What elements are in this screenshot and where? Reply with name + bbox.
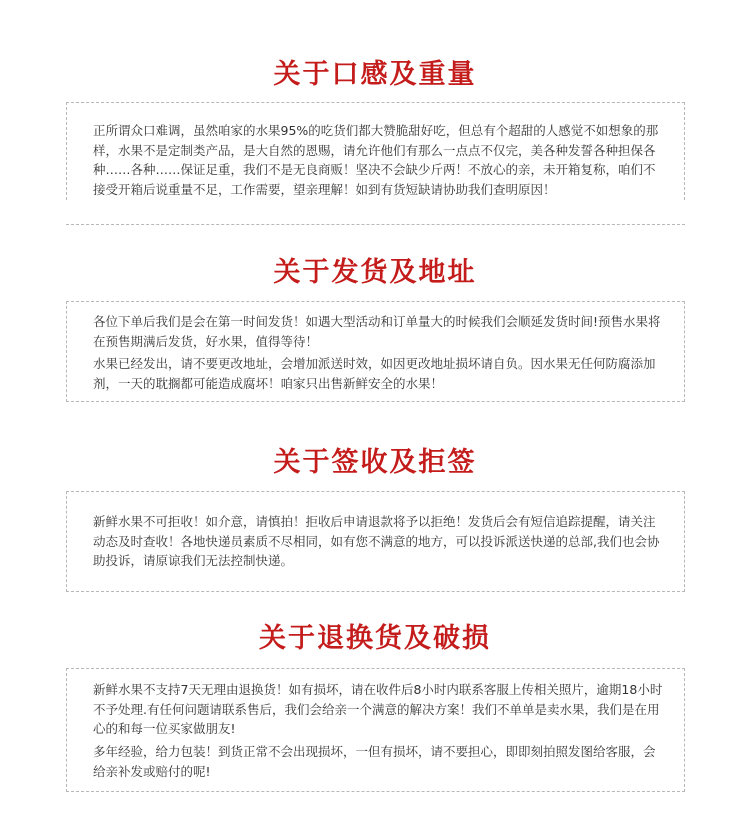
section-paragraph: 水果已经发出，请不要更改地址，会增加派送时效，如因更改地址损坏请自负。因水果无任何防腐添加剂，一天的耽搁都可能造成腐坏！咱家只出售新鲜安全的水果！ xyxy=(93,356,656,391)
section-paragraph: 多年经验，给力包装！到货正常不会出现损坏，一但有损坏，请不要担心，即即刻拍照发图给客服，会给亲补发或赔付的呢! xyxy=(93,744,656,779)
section-box-taste-weight xyxy=(66,102,685,200)
section-divider xyxy=(66,224,685,225)
section-title-signing-refusal: 关于签收及拒签 xyxy=(273,447,477,478)
section-paragraph: 各位下单后我们是会在第一时间发货！如遇大型活动和订单量大的时候我们会顺延发货时间!预售水果将在预售期满后发货，好水果，值得等待！ xyxy=(93,314,661,349)
section-paragraph: 新鲜水果不可拒收！如介意，请慎拍！拒收后申请退款将予以拒绝！发货后会有短信追踪提醒，请关注动态及时查收！各地快递员素质不尽相同，如有您不满意的地方，可以投诉派送快递的总部,我们也会协助投诉，请原谅我们无法控制快递。 xyxy=(93,514,660,568)
section-title-taste-weight: 关于口感及重量 xyxy=(273,59,477,90)
section-paragraph: 新鲜水果不支持7天无理由退换货！如有损坏，请在收件后8小时内联系客服上传相关照片，逾期18小时不予处理.有任何问题请联系售后，我们会给亲一个满意的解决方案！我们不单单是卖水果，我们是在用心的和每一位买家做朋友! xyxy=(93,682,663,736)
section-paragraph: 正所谓众口难调，虽然咱家的水果95%的吃货们都大赞脆甜好吃，但总有个超甜的人感觉不如想象的那样，水果不是定制类产品，是大自然的恩赐，请允许他们有那么一点点不仅完，美各种发誓各种担保各种……各种……保证足重，我们不是无良商贩！坚决不会缺少斤两！不放心的亲，未开箱复称，咱们不接受开箱后说重量不足，工作需要，望亲理解！如到有货短缺请协助我们查明原因！ xyxy=(93,123,659,197)
section-box-returns-damage xyxy=(66,668,685,792)
section-title-returns-damage: 关于退换货及破损 xyxy=(259,623,491,654)
section-box-shipping-address xyxy=(66,301,685,402)
section-box-signing-refusal xyxy=(66,491,685,592)
section-title-shipping-address: 关于发货及地址 xyxy=(273,257,477,288)
